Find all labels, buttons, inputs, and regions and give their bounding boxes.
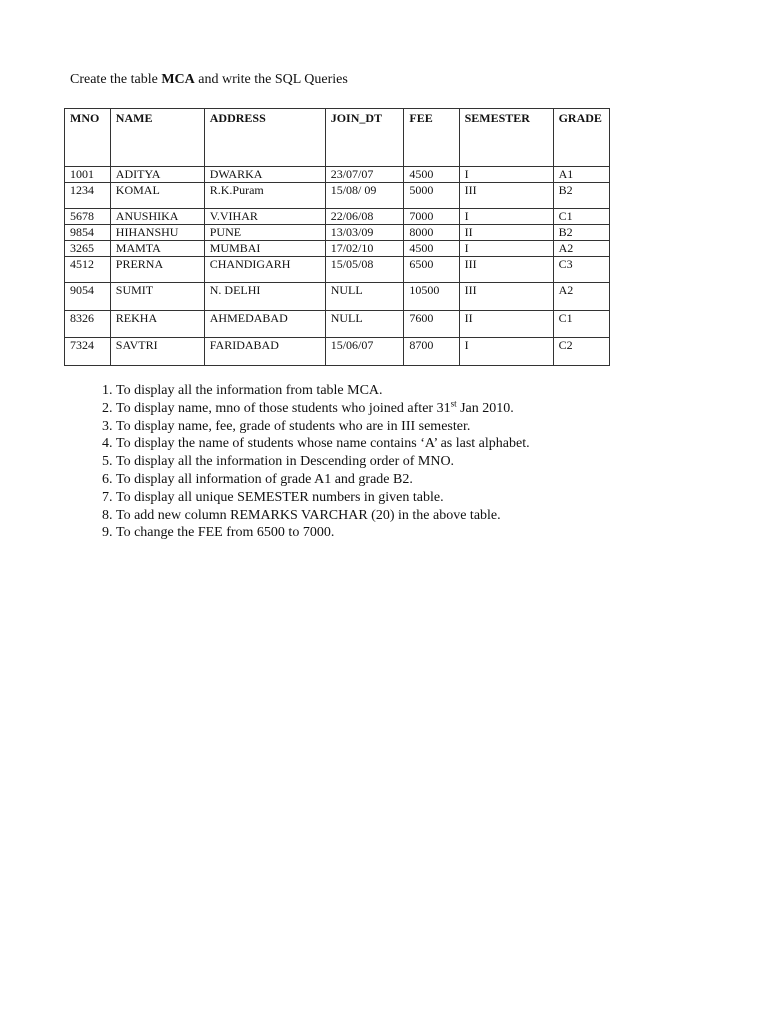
cell-mno: 3265 (65, 241, 111, 257)
cell-mno: 5678 (65, 209, 111, 225)
cell-address: PUNE (204, 225, 325, 241)
cell-fee: 4500 (404, 241, 459, 257)
cell-address: V.VIHAR (204, 209, 325, 225)
cell-mno: 4512 (65, 257, 111, 283)
cell-grade: A2 (553, 283, 609, 311)
cell-grade: B2 (553, 225, 609, 241)
query-item: 9. To change the FEE from 6500 to 7000. (116, 524, 530, 542)
cell-address: AHMEDABAD (204, 311, 325, 338)
cell-name: SUMIT (110, 283, 204, 311)
cell-grade: C2 (553, 338, 609, 366)
cell-join-dt: NULL (325, 311, 404, 338)
cell-mno: 1234 (65, 183, 111, 209)
cell-name: REKHA (110, 311, 204, 338)
table-name: MCA (161, 72, 195, 87)
table-header-row (65, 109, 610, 167)
cell-grade: C1 (553, 209, 609, 225)
cell-semester: I (459, 167, 553, 183)
query-item: 1. To display all the information from table MCA. (116, 382, 530, 400)
header-semester: SEMESTER (459, 109, 553, 167)
cell-address: MUMBAI (204, 241, 325, 257)
query-list (72, 382, 530, 542)
table-row (65, 257, 610, 283)
cell-semester: III (459, 257, 553, 283)
cell-fee: 8000 (404, 225, 459, 241)
header-address: ADDRESS (204, 109, 325, 167)
cell-grade: A2 (553, 241, 609, 257)
cell-mno: 1001 (65, 167, 111, 183)
cell-name: HIHANSHU (110, 225, 204, 241)
cell-fee: 10500 (404, 283, 459, 311)
table-row (65, 311, 610, 338)
cell-join-dt: 17/02/10 (325, 241, 404, 257)
cell-semester: II (459, 311, 553, 338)
cell-fee: 4500 (404, 167, 459, 183)
header-name: NAME (110, 109, 204, 167)
table-row (65, 241, 610, 257)
cell-join-dt: NULL (325, 283, 404, 311)
cell-address: N. DELHI (204, 283, 325, 311)
mca-table (64, 108, 610, 366)
cell-fee: 5000 (404, 183, 459, 209)
cell-mno: 9054 (65, 283, 111, 311)
cell-grade: C1 (553, 311, 609, 338)
cell-name: MAMTA (110, 241, 204, 257)
table-row (65, 167, 610, 183)
cell-name: SAVTRI (110, 338, 204, 366)
query-item: 5. To display all the information in Descending order of MNO. (116, 453, 530, 471)
cell-name: ANUSHIKA (110, 209, 204, 225)
cell-fee: 8700 (404, 338, 459, 366)
header-join-dt: JOIN_DT (325, 109, 404, 167)
cell-mno: 7324 (65, 338, 111, 366)
query-text-before: To display name, mno of those students who joined after 31 (116, 400, 451, 416)
cell-join-dt: 15/05/08 (325, 257, 404, 283)
query-item: 4. To display the name of students whose name contains ‘A’ as last alphabet. (116, 435, 530, 453)
cell-join-dt: 23/07/07 (325, 167, 404, 183)
header-fee: FEE (404, 109, 459, 167)
query-item: 6. To display all information of grade A1 and grade B2. (116, 471, 530, 489)
cell-fee: 6500 (404, 257, 459, 283)
query-item (116, 400, 530, 418)
cell-semester: I (459, 338, 553, 366)
query-superscript: st (450, 398, 457, 409)
table-row (65, 209, 610, 225)
query-item: 7. To display all unique SEMESTER numbers in given table. (116, 489, 530, 507)
cell-grade: C3 (553, 257, 609, 283)
table-row (65, 283, 610, 311)
cell-address: DWARKA (204, 167, 325, 183)
header-grade: GRADE (553, 109, 609, 167)
cell-semester: III (459, 183, 553, 209)
table-row (65, 183, 610, 209)
table-body (65, 167, 610, 366)
cell-address: CHANDIGARH (204, 257, 325, 283)
intro-line (70, 72, 348, 88)
header-mno: MNO (65, 109, 111, 167)
cell-semester: I (459, 241, 553, 257)
cell-grade: A1 (553, 167, 609, 183)
cell-join-dt: 22/06/08 (325, 209, 404, 225)
cell-fee: 7600 (404, 311, 459, 338)
cell-semester: II (459, 225, 553, 241)
cell-name: PRERNA (110, 257, 204, 283)
cell-semester: I (459, 209, 553, 225)
query-text-after: Jan 2010. (456, 400, 514, 416)
cell-name: KOMAL (110, 183, 204, 209)
cell-join-dt: 15/08/ 09 (325, 183, 404, 209)
cell-mno: 9854 (65, 225, 111, 241)
cell-join-dt: 15/06/07 (325, 338, 404, 366)
query-item: 3. To display name, fee, grade of students who are in III semester. (116, 418, 530, 436)
cell-name: ADITYA (110, 167, 204, 183)
cell-join-dt: 13/03/09 (325, 225, 404, 241)
table-row (65, 338, 610, 366)
cell-semester: III (459, 283, 553, 311)
intro-after: and write the SQL Queries (194, 72, 348, 87)
cell-grade: B2 (553, 183, 609, 209)
table-row (65, 225, 610, 241)
cell-fee: 7000 (404, 209, 459, 225)
cell-address: R.K.Puram (204, 183, 325, 209)
intro-before: Create the table (70, 72, 162, 87)
query-item: 8. To add new column REMARKS VARCHAR (20) in the above table. (116, 507, 530, 525)
cell-mno: 8326 (65, 311, 111, 338)
cell-address: FARIDABAD (204, 338, 325, 366)
